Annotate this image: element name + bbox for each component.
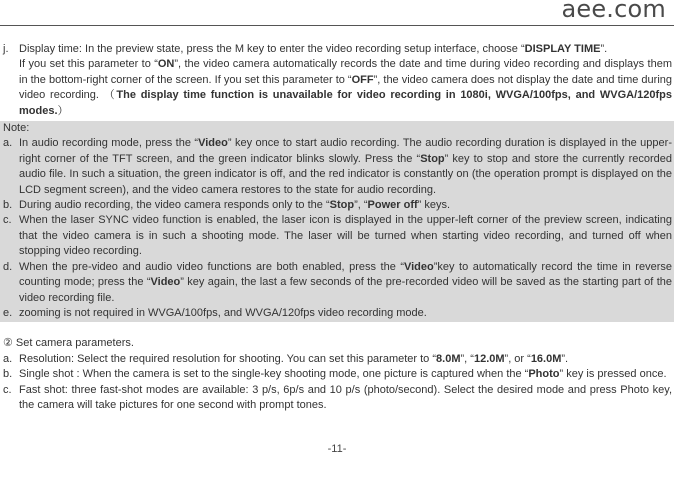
text: ” key once to start audio recording. The audio recording duration is displayed in the upper-right corner of the TFT screen, and the green indicator blinks slowly. Press the “ <box>19 137 672 165</box>
keyword: 12.0M <box>473 352 505 365</box>
list-marker: b. <box>3 368 13 381</box>
keyword: OFF <box>351 73 374 86</box>
text: ” key is pressed once. <box>559 368 667 381</box>
keyword: Video <box>403 260 434 273</box>
text: ”. <box>600 43 608 55</box>
text: Display time: In the preview state, press the M key to enter the video recording setup interface, choose “ <box>19 43 525 55</box>
paragraph <box>19 57 672 119</box>
keyword: Photo <box>528 368 560 381</box>
keyword: Video <box>198 137 228 150</box>
keyword: Stop <box>420 152 445 165</box>
page-number: -11- <box>327 443 347 455</box>
list-text <box>19 136 674 198</box>
text: ”, “ <box>354 199 368 212</box>
text: ”, the video camera automatically records the date and time during video recording and displays them in the bottom-right corner of the screen. If you set this parameter to “ <box>19 58 672 86</box>
text: ” key again, the last a few seconds of the pre-recorded video will be saved as the starting part of the video recording file. <box>19 276 672 304</box>
note-title: Note: <box>3 122 30 135</box>
note-item-d <box>0 260 674 306</box>
text: If you set this parameter to “ <box>19 58 158 71</box>
text: Fast shot: three fast-shot modes are available: 3 p/s, 6p/s and 10 p/s (photo/second). Select the desired mode and press Photo key, the camera will take pictures for one second with prompt tones. <box>19 383 672 411</box>
text: During audio recording, the video camera responds only to the “ <box>19 199 330 212</box>
list-text <box>19 352 674 367</box>
note-item-c <box>0 213 674 259</box>
list-marker: a. <box>3 137 13 150</box>
spacer <box>0 322 674 336</box>
list-marker: e. <box>3 306 13 319</box>
text: ”key to automatically record the time in reverse counting mode; press the “ <box>19 260 672 289</box>
note-block <box>0 121 674 322</box>
list-text <box>19 42 674 119</box>
keyword: DISPLAY TIME <box>524 43 601 55</box>
text: ） <box>57 104 69 117</box>
list-marker: d. <box>3 260 13 273</box>
document-body <box>0 42 674 413</box>
list-marker: a. <box>3 352 13 365</box>
list-text <box>19 260 674 306</box>
list-text <box>19 213 674 259</box>
section-item-a <box>0 352 674 367</box>
note-item-e <box>0 306 674 321</box>
list-text <box>19 383 674 414</box>
keyword: Power off <box>367 199 418 212</box>
list-text <box>19 367 674 382</box>
text: ” key to stop and store the currently recorded audio file. In such a situation, the green indicator is off, and the red indicator is constantly on (the operation prompt is displayed on the LCD segment screen), and the video camera restores to the state for audio recording. <box>19 152 672 196</box>
keyword: 16.0M <box>530 352 562 365</box>
keyword: Video <box>150 276 181 289</box>
list-marker: c. <box>3 383 12 396</box>
section-title: ② Set camera parameters. <box>3 337 134 350</box>
keyword: 8.0M <box>436 352 461 365</box>
list-text <box>19 306 674 321</box>
section-item-c <box>0 383 674 414</box>
list-item-j <box>0 42 674 119</box>
section-item-b <box>0 367 674 382</box>
text: Resolution: Select the required resolution for shooting. You can set this parameter to “ <box>19 352 437 365</box>
list-text <box>19 198 674 213</box>
text: Single shot : When the camera is set to the single-key shooting mode, one picture is captured when the “ <box>19 368 529 381</box>
text: When the pre-video and audio video functions are both enabled, press the “ <box>19 260 404 273</box>
text: ”. <box>561 352 569 365</box>
header-brand: aee.com <box>561 0 666 23</box>
text: When the laser SYNC video function is enabled, the laser icon is displayed in the upper-left corner of the preview screen, indicating that the video camera is in such a shooting mode. The laser will be turned when starting video recording, and turned off when stopping video recording. <box>19 214 672 258</box>
note-item-a <box>0 136 674 198</box>
text: ”, the video camera does not display the date and time during video recording. （ <box>19 73 673 102</box>
list-marker: j. <box>3 43 9 55</box>
text: ”, or “ <box>504 352 531 365</box>
list-marker: c. <box>3 214 12 227</box>
note-item-b <box>0 198 674 213</box>
paragraph <box>19 42 672 57</box>
text: ”, “ <box>460 352 474 365</box>
text: In audio recording mode, press the “ <box>19 137 199 150</box>
bold-note: The display time function is unavailable for video recording in 1080i, WVGA/100fps, and WVGA/120fps modes. <box>19 89 673 117</box>
text: ” keys. <box>417 199 451 212</box>
keyword: Stop <box>329 199 355 212</box>
text: zooming is not required in WVGA/100fps, and WVGA/120fps video recording mode. <box>19 306 427 319</box>
keyword: ON <box>157 58 175 71</box>
header-divider <box>0 25 674 26</box>
list-marker: b. <box>3 199 13 212</box>
